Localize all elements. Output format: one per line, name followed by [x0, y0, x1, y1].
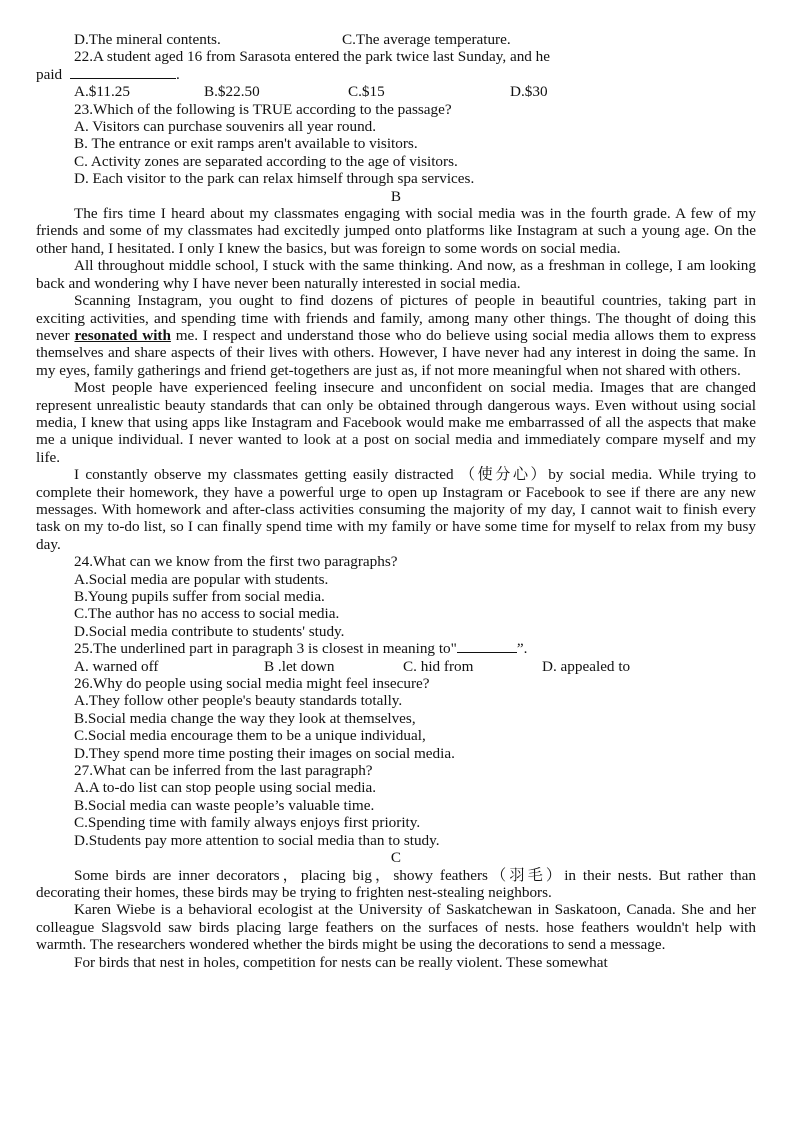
q22-stem: 22.A student aged 16 from Sarasota entered the park twice last Sunday, and he: [74, 48, 551, 66]
q25-stem-end: ”.: [516, 640, 528, 658]
q23-stem: 23.Which of the following is TRUE according to the passage?: [74, 100, 452, 118]
q24-option-c[interactable]: C.The author has no access to social media.: [74, 605, 340, 623]
paragraph-3-start: Scanning Instagram, you ought to find dozens of pictures of people in beautiful countries, taking part in exciting activities, and spending time with friends and family, among many other things. The thought of doing this never: [36, 292, 756, 344]
q25-stem: [36, 640, 756, 657]
q23-option-a[interactable]: A. Visitors can purchase souvenirs all year round.: [74, 118, 377, 136]
q25-option-b[interactable]: B .let down: [264, 657, 335, 675]
q25-option-c[interactable]: C. hid from: [403, 657, 474, 675]
q21-options-tail: [36, 31, 756, 48]
q25-option-a[interactable]: A. warned off: [74, 657, 159, 675]
q23-option-b[interactable]: B. The entrance or exit ramps aren't available to visitors.: [74, 135, 418, 153]
q26-option-a[interactable]: A.They follow other people's beauty standards totally.: [74, 692, 403, 710]
q25-answer-blank[interactable]: [457, 640, 517, 653]
q25-stem-text: 25.The underlined part in paragraph 3 is closest in meaning to": [74, 640, 457, 658]
paragraph-3-end: me. I respect and understand those who do believe using social media allows them to express themselves and share aspects of their lives with others. However, I have never had any interest in doing the same. In my eyes, family gatherings and friend get-togethers are just as, if not more meaningful when not shared with others.: [36, 326, 756, 379]
q22-paid: paid: [36, 65, 63, 83]
q27-option-c[interactable]: C.Spending time with family always enjoys first priority.: [74, 814, 421, 832]
q23-option-d[interactable]: D. Each visitor to the park can relax himself through spa services.: [74, 170, 475, 188]
q26-option-b[interactable]: B.Social media change the way they look at themselves,: [74, 709, 416, 727]
q24-option-d[interactable]: D.Social media contribute to students' study.: [74, 622, 345, 640]
q27-stem: 27.What can be inferred from the last paragraph?: [74, 762, 373, 780]
exam-page: [36, 31, 756, 971]
q22-options: [36, 83, 756, 100]
passage-b-paragraph-4: Most people have experienced feeling insecure and unconfident on social media. Images that are changed represent unrealistic beauty standards that can only be obtained through dangerous ways. Even without using social media, I knew that using apps like Instagram and Facebook would make me embarrassed of all the aspects that make me a unique individual. I never wanted to look at a post on social media and immediately compare myself and my life.: [36, 379, 756, 466]
q23-option-c[interactable]: C. Activity zones are separated according to the age of visitors.: [74, 152, 458, 170]
q27-option-d[interactable]: D.Students pay more attention to social media than to study.: [74, 831, 440, 849]
q26-option-d[interactable]: D.They spend more time posting their images on social media.: [74, 744, 455, 762]
underlined-phrase: resonated with: [74, 326, 171, 344]
q26-option-c[interactable]: C.Social media encourage them to be a unique individual,: [74, 727, 426, 745]
q22-answer-blank[interactable]: [70, 66, 176, 79]
q26-stem: 26.Why do people using social media might feel insecure?: [74, 675, 430, 693]
q22-stem-cont: [36, 66, 756, 83]
q22-option-b[interactable]: B.$22.50: [204, 83, 260, 101]
passage-b-paragraph-1: The firs time I heard about my classmates engaging with social media was in the fourth grade. A few of my friends and some of my classmates had excitedly jumped onto platforms like Instagram at such a young age. On the other hand, I hesitated. I only I knew the basics, but was foreign to some words on social media.: [36, 205, 756, 257]
q21-option-d: D.The mineral contents.: [74, 31, 221, 48]
q24-stem: 24.What can we know from the first two paragraphs?: [74, 553, 398, 571]
passage-b-paragraph-2: All throughout middle school, I stuck with the same thinking. And now, as a freshman in college, I am looking back and wondering why I have never been naturally interested in social media.: [36, 257, 756, 292]
passage-c-paragraph-2: Karen Wiebe is a behavioral ecologist at the University of Saskatchewan in Saskatoon, Canada. She and her colleague Slagsvold saw birds placing large feathers on the surfaces of nests. hose feathers wouldn't help with warmth. The researchers wondered whether the birds might be using the decorations to send a message.: [36, 901, 756, 954]
section-b-heading: B: [390, 187, 402, 205]
q25-options: [36, 658, 756, 675]
passage-c-paragraph-3: For birds that nest in holes, competition for nests can be really violent. These somewhat: [74, 953, 608, 971]
q24-option-a[interactable]: A.Social media are popular with students.: [74, 570, 329, 588]
section-c-heading: C: [390, 849, 402, 867]
q24-option-b[interactable]: B.Young pupils suffer from social media.: [74, 588, 325, 605]
q21-option-c: C.The average temperature.: [342, 31, 511, 48]
passage-b-paragraph-3: [36, 292, 756, 379]
q22-option-c[interactable]: C.$15: [348, 83, 385, 101]
q27-option-b[interactable]: B.Social media can waste people’s valuable time.: [74, 796, 375, 814]
q22-period: .: [175, 65, 180, 83]
passage-b-paragraph-5: I constantly observe my classmates getting easily distracted （使分心）by social media. While trying to complete their homework, they have a powerful urge to open up Instagram or Facebook to see if there are any new messages. With homework and after-class activities consuming the majority of my day, I cannot wait to finish every task on my to-do list, so I can finally spend time with my family or have some time for myself to relax from my busy day.: [36, 466, 756, 553]
passage-c-paragraph-1: Some birds are inner decorators，placing big，showy feathers（羽毛）in their nests. But rather than decorating their homes, these birds may be trying to frighten nest-stealing neighbors.: [36, 866, 756, 901]
q22-option-d[interactable]: D.$30: [510, 83, 548, 101]
q27-option-a[interactable]: A.A to-do list can stop people using social media.: [74, 779, 377, 797]
q25-option-d[interactable]: D. appealed to: [542, 657, 631, 675]
q22-option-a[interactable]: A.$11.25: [74, 83, 130, 101]
